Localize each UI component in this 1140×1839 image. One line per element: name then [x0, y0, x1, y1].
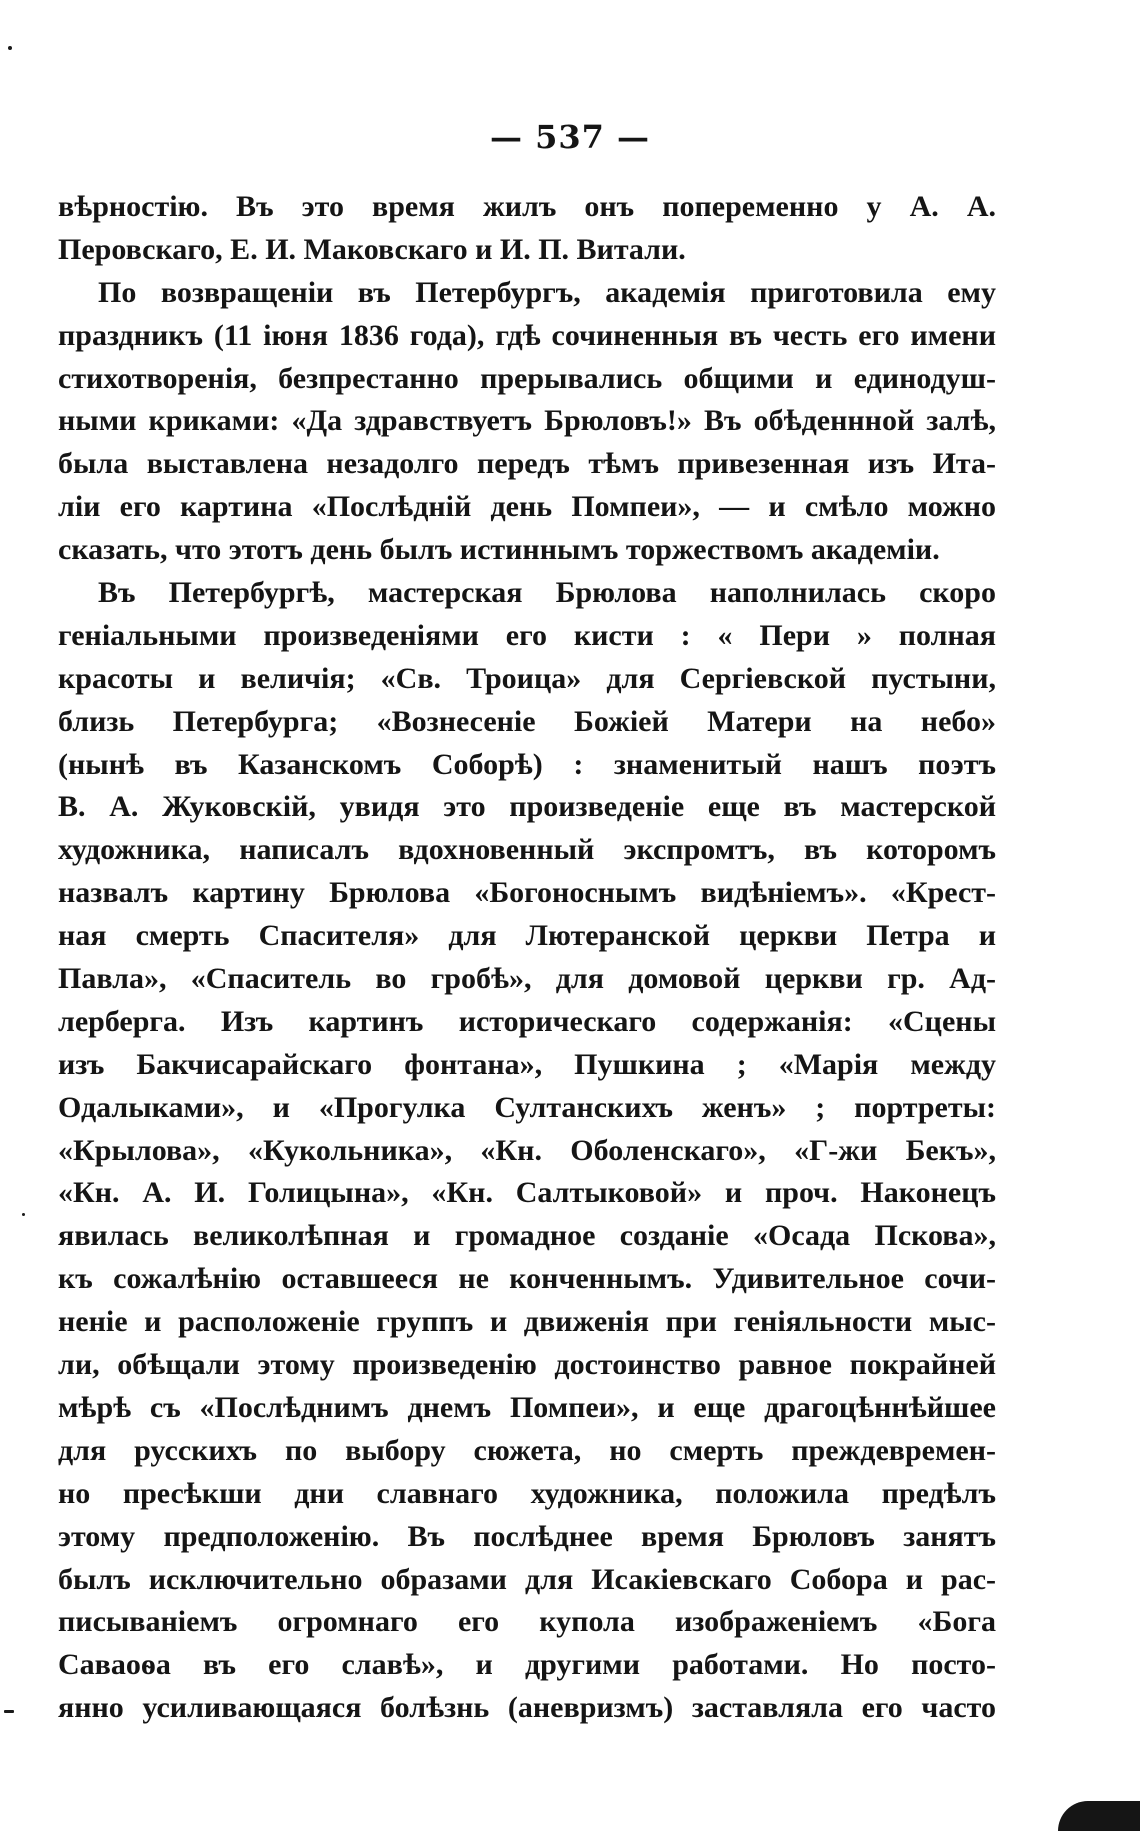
- text-line: для русскихъ по выбору сюжета, но смерть преждевремен-: [58, 1433, 996, 1467]
- text-line: лерберга. Изъ картинъ историческаго содержанія: «Сцены: [58, 1004, 996, 1038]
- scan-edge-blot: [1058, 1801, 1140, 1831]
- text-line: По возвращеніи въ Петербургъ, академія приготовила ему: [98, 275, 996, 309]
- text-line: сказать, что этотъ день былъ истиннымъ торжествомъ академіи.: [58, 533, 940, 567]
- text-line: «Крылова», «Кукольника», «Кн. Оболенскаго», «Г-жи Бекъ»,: [58, 1133, 996, 1167]
- text-line: ли, обѣщали этому произведенію достоинство равное покрайней: [58, 1348, 996, 1382]
- text-line: изъ Бакчисарайскаго фонтана», Пушкина ; «Марія между: [58, 1047, 996, 1081]
- text-line: «Кн. А. И. Голицына», «Кн. Салтыковой» и проч. Наконецъ: [58, 1176, 996, 1210]
- text-line: мѣрѣ съ «Послѣднимъ днемъ Помпеи», и еще драгоцѣннѣйшее: [58, 1390, 996, 1424]
- text-line: была выставлена незадолго передъ тѣмъ привезенная изъ Ита-: [58, 447, 996, 481]
- text-line: назвалъ картину Брюлова «Богоноснымъ видѣніемъ». «Крест-: [58, 876, 996, 910]
- text-line: писываніемъ огромнаго его купола изображеніемъ «Бога: [58, 1605, 996, 1639]
- text-line: вѣрностію. Въ это время жилъ онъ попеременно у А. А.: [58, 190, 996, 223]
- text-line: ліи его картина «Послѣдній день Помпеи», — и смѣло можно: [58, 490, 996, 524]
- text-line: этому предположенію. Въ послѣднее время Брюловъ занятъ: [58, 1519, 996, 1553]
- text-line: В. А. Жуковскій, увидя это произведеніе еще въ мастерской: [58, 790, 996, 824]
- text-line: ная смерть Спасителя» для Лютеранской церкви Петра и: [58, 919, 996, 953]
- text-line: Въ Петербургѣ, мастерская Брюлова наполнилась скоро: [98, 576, 996, 610]
- text-line: Павла», «Спаситель во гробѣ», для домовой церкви гр. Ад-: [58, 962, 996, 996]
- text-line: близь Петербурга; «Вознесеніе Божіей Матери на небо»: [58, 704, 996, 738]
- scan-speck: [4, 1710, 14, 1713]
- page-number: — 537 —: [489, 118, 651, 156]
- text-line: праздникъ (11 іюня 1836 года), гдѣ сочиненныя въ честь его имени: [58, 318, 996, 352]
- text-line: былъ исключительно образами для Исакіевскаго Собора и рас-: [58, 1562, 996, 1596]
- text-line: Перовскаго, Е. И. Маковскаго и И. П. Витали.: [58, 232, 686, 266]
- text-line: Одалыками», и «Прогулка Султанскихъ женъ» ; портреты:: [58, 1090, 996, 1124]
- text-line: (нынѣ въ Казанскомъ Соборѣ) : знаменитый нашъ поэтъ: [58, 747, 996, 781]
- text-line: Саваоѳа въ его славѣ», и другими работами. Но посто-: [58, 1648, 996, 1682]
- text-line: но пресѣкши дни славнаго художника, положила предѣлъ: [58, 1476, 996, 1510]
- scan-speck: [22, 1213, 25, 1216]
- text-line: неніе и расположеніе группъ и движенія при геніяльности мыс-: [58, 1305, 996, 1339]
- text-line: красоты и величія; «Св. Троица» для Сергіевской пустыни,: [58, 661, 996, 695]
- body-text: [58, 186, 996, 1730]
- text-line: янно усиливающаяся болѣзнь (аневризмъ) заставляла его часто: [58, 1691, 996, 1725]
- text-line: стихотворенія, безпрестанно прерывались общими и единодуш-: [58, 361, 996, 395]
- text-line: ными криками: «Да здравствуетъ Брюловъ!» Въ обѣденнной залѣ,: [58, 404, 996, 438]
- text-line: явилась великолѣпная и громадное созданіе «Осада Пскова»,: [58, 1219, 996, 1253]
- text-line: геніальными произведеніями его кисти : « Пери » полная: [58, 618, 996, 652]
- scan-speck: [8, 46, 12, 50]
- text-line: художника, написалъ вдохновенный экспромтъ, въ которомъ: [58, 833, 996, 867]
- text-line: къ сожалѣнію оставшееся не конченнымъ. Удивительное сочи-: [58, 1262, 996, 1296]
